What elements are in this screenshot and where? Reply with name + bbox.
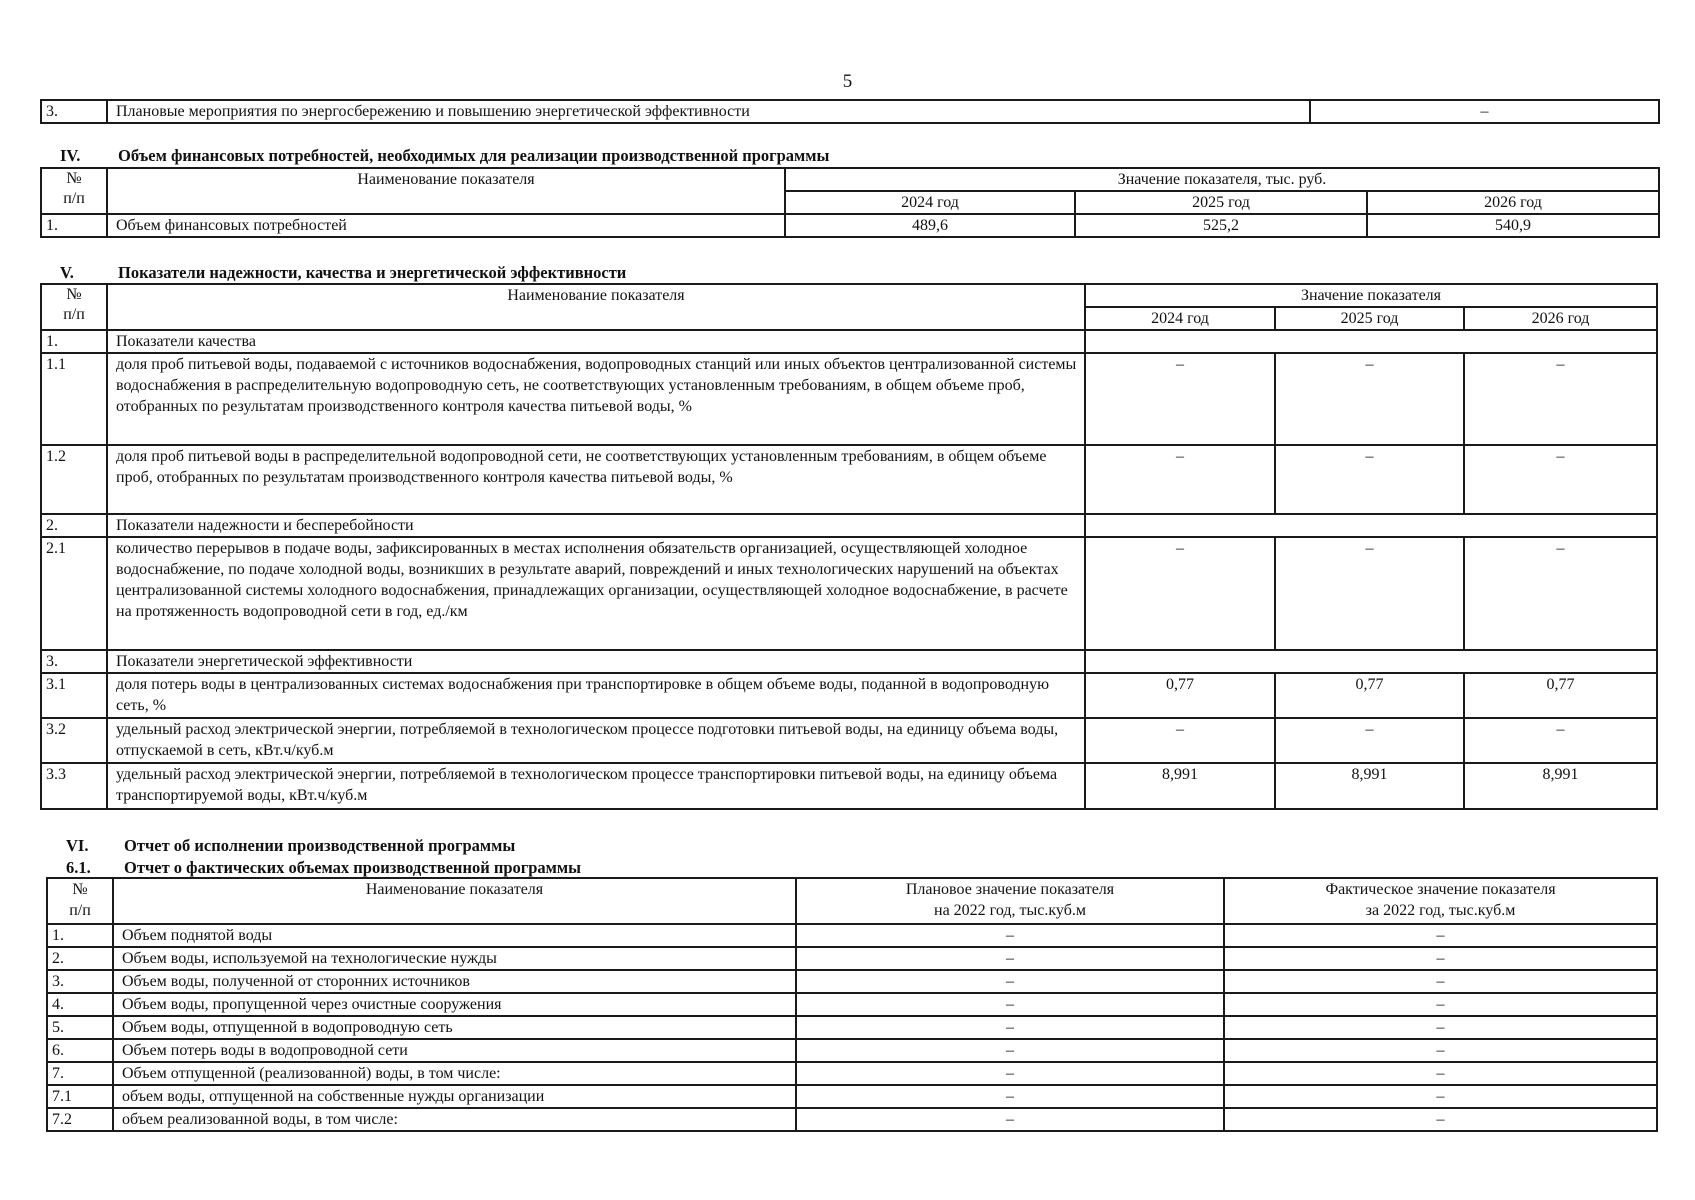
row-value: 0,77 (1464, 673, 1657, 718)
table-row (41, 445, 1657, 514)
row-number: 3. (41, 650, 107, 673)
table-row (47, 1062, 1657, 1085)
row-fact: – (1224, 993, 1657, 1016)
section3-table (40, 99, 1660, 124)
row-value: – (1275, 353, 1464, 445)
row-number: 3. (47, 970, 113, 993)
row-value (1085, 514, 1657, 537)
row-value: 8,991 (1464, 763, 1657, 809)
row-number: 2. (41, 514, 107, 537)
section4-heading (60, 146, 829, 166)
row-number: 5. (47, 1016, 113, 1039)
section5-number: V. (60, 263, 74, 282)
section6-sub-number: 6.1. (66, 858, 91, 877)
row-name: объем воды, отпущенной на собственные нужды организации (113, 1085, 796, 1108)
section6-sub-title: Отчет о фактических объемах производственной программы (124, 858, 582, 877)
row-plan: – (796, 993, 1224, 1016)
row-value: – (1464, 718, 1657, 763)
row-number: 1.2 (41, 445, 107, 514)
row-value: 8,991 (1085, 763, 1275, 809)
header-value-group: Значение показателя, тыс. руб. (785, 168, 1659, 191)
header-value-group: Значение показателя (1085, 284, 1657, 307)
section4-title: Объем финансовых потребностей, необходимых для реализации производственной программы (118, 146, 830, 165)
table-row (47, 1108, 1657, 1131)
row-value: – (1464, 537, 1657, 650)
table-row (41, 763, 1657, 809)
row-plan: – (796, 1016, 1224, 1039)
row-value: – (1085, 718, 1275, 763)
row-name: Показатели качества (107, 330, 1085, 353)
row-number: 7. (47, 1062, 113, 1085)
header-name: Наименование показателя (107, 168, 785, 214)
group-row (41, 514, 1657, 537)
row-plan: – (796, 924, 1224, 947)
table-row (47, 1085, 1657, 1108)
row-number: 7.1 (47, 1085, 113, 1108)
row-number: 1. (47, 924, 113, 947)
row-value: – (1464, 445, 1657, 514)
row-fact: – (1224, 924, 1657, 947)
row-value: – (1085, 353, 1275, 445)
row-name: Объем потерь воды в водопроводной сети (113, 1039, 796, 1062)
header-number: № п/п (41, 284, 107, 330)
row-plan: – (796, 1039, 1224, 1062)
table-row (47, 970, 1657, 993)
row-value (1085, 650, 1657, 673)
row-number: 2. (47, 947, 113, 970)
row-name: Объем воды, отпущенной в водопроводную сеть (113, 1016, 796, 1039)
row-name: объем реализованной воды, в том числе: (113, 1108, 796, 1131)
row-plan: – (796, 1108, 1224, 1131)
header-year: 2025 год (1075, 191, 1367, 214)
group-row (41, 650, 1657, 673)
row-fact: – (1224, 947, 1657, 970)
group-row (41, 330, 1657, 353)
row-name: Объем отпущенной (реализованной) воды, в том числе: (113, 1062, 796, 1085)
header-number: № п/п (41, 168, 107, 214)
row-value: 8,991 (1275, 763, 1464, 809)
row-plan: – (796, 947, 1224, 970)
header-year: 2025 год (1275, 307, 1464, 330)
header-plan: Плановое значение показателя на 2022 год, тыс.куб.м (796, 878, 1224, 924)
row-value: – (1464, 353, 1657, 445)
header-number: № п/п (47, 878, 113, 924)
section6-table (46, 877, 1658, 1132)
table-row (41, 673, 1657, 718)
row-fact: – (1224, 1085, 1657, 1108)
section6-heading (66, 836, 515, 856)
section4-number: IV. (60, 146, 81, 165)
row-name: Объем воды, полученной от сторонних источников (113, 970, 796, 993)
row-value: 525,2 (1075, 214, 1367, 237)
table-row (41, 718, 1657, 763)
header-year: 2026 год (1367, 191, 1659, 214)
table-row (47, 1039, 1657, 1062)
row-name: Плановые мероприятия по энергосбережению и повышению энергетической эффективности (107, 100, 1310, 123)
row-number: 4. (47, 993, 113, 1016)
row-name: удельный расход электрической энергии, потребляемой в технологическом процессе подготовки питьевой воды, на единицу объема воды, отпускаемой в сеть, кВт.ч/куб.м (107, 718, 1085, 763)
row-value (1085, 330, 1657, 353)
row-number: 3.2 (41, 718, 107, 763)
header-row (41, 168, 1659, 191)
row-number: 6. (47, 1039, 113, 1062)
table-row (47, 924, 1657, 947)
row-name: Показатели энергетической эффективности (107, 650, 1085, 673)
row-number: 1.1 (41, 353, 107, 445)
row-name: доля проб питьевой воды, подаваемой с источников водоснабжения, водопроводных станций или иных объектов централизованной системы водоснабжения в распределительную водопроводную сеть, не соответствующих установленным требованиям, в общем объеме проб, отобранных по результатам производственного контроля качества питьевой воды, % (107, 353, 1085, 445)
section4-table (40, 167, 1660, 238)
row-value: 540,9 (1367, 214, 1659, 237)
header-name: Наименование показателя (107, 284, 1085, 330)
row-plan: – (796, 1062, 1224, 1085)
table-row (47, 947, 1657, 970)
row-fact: – (1224, 1062, 1657, 1085)
table-row (47, 1016, 1657, 1039)
row-value: – (1085, 537, 1275, 650)
page-number: 5 (842, 71, 853, 92)
row-name: удельный расход электрической энергии, потребляемой в технологическом процессе транспортировки питьевой воды, на единицу объема транспортируемой воды, кВт.ч/куб.м (107, 763, 1085, 809)
row-number: 7.2 (47, 1108, 113, 1131)
row-value: – (1275, 537, 1464, 650)
table-row (41, 100, 1659, 123)
row-fact: – (1224, 1016, 1657, 1039)
row-plan: – (796, 1085, 1224, 1108)
row-name: доля проб питьевой воды в распределительной водопроводной сети, не соответствующих установленным требованиям, в общем объеме проб, отобранных по результатам производственного контроля качества питьевой воды, % (107, 445, 1085, 514)
row-number: 3.3 (41, 763, 107, 809)
header-row (41, 284, 1657, 307)
row-value: – (1310, 100, 1659, 123)
row-fact: – (1224, 1039, 1657, 1062)
table-row (41, 353, 1657, 445)
row-value: 0,77 (1275, 673, 1464, 718)
header-year: 2024 год (785, 191, 1075, 214)
row-number: 1. (41, 330, 107, 353)
section5-title: Показатели надежности, качества и энергетической эффективности (118, 263, 627, 282)
section5-heading (60, 263, 626, 283)
row-name: доля потерь воды в централизованных системах водоснабжения при транспортировке в общем объеме воды, поданной в водопроводную сеть, % (107, 673, 1085, 718)
row-name: Показатели надежности и бесперебойности (107, 514, 1085, 537)
row-value: – (1085, 445, 1275, 514)
row-value: – (1275, 445, 1464, 514)
header-fact: Фактическое значение показателя за 2022 год, тыс.куб.м (1224, 878, 1657, 924)
header-row (47, 878, 1657, 924)
section5-table (40, 283, 1658, 810)
section6-number: VI. (66, 836, 89, 855)
header-year: 2026 год (1464, 307, 1657, 330)
section6-title: Отчет об исполнении производственной программы (124, 836, 516, 855)
row-name: количество перерывов в подаче воды, зафиксированных в местах исполнения обязательств организацией, осуществляющей холодное водоснабжение, по подаче холодной воды, возникших в результате аварий, повреждений и иных технологических нарушений на объектах централизованной системы холодного водоснабжения, принадлежащих организации, осуществляющей холодное водоснабжение, в расчете на протяженность водопроводной сети в год, ед./км (107, 537, 1085, 650)
row-value: 489,6 (785, 214, 1075, 237)
row-name: Объем поднятой воды (113, 924, 796, 947)
row-number: 2.1 (41, 537, 107, 650)
row-name: Объем финансовых потребностей (107, 214, 785, 237)
row-number: 1. (41, 214, 107, 237)
row-number: 3.1 (41, 673, 107, 718)
section6-subheading (66, 858, 581, 878)
row-name: Объем воды, пропущенной через очистные сооружения (113, 993, 796, 1016)
table-row (41, 214, 1659, 237)
row-value: – (1275, 718, 1464, 763)
table-row (47, 993, 1657, 1016)
table-row (41, 537, 1657, 650)
header-year: 2024 год (1085, 307, 1275, 330)
row-value: 0,77 (1085, 673, 1275, 718)
row-fact: – (1224, 1108, 1657, 1131)
header-name: Наименование показателя (113, 878, 796, 924)
row-name: Объем воды, используемой на технологические нужды (113, 947, 796, 970)
row-fact: – (1224, 970, 1657, 993)
row-plan: – (796, 970, 1224, 993)
row-number: 3. (41, 100, 107, 123)
